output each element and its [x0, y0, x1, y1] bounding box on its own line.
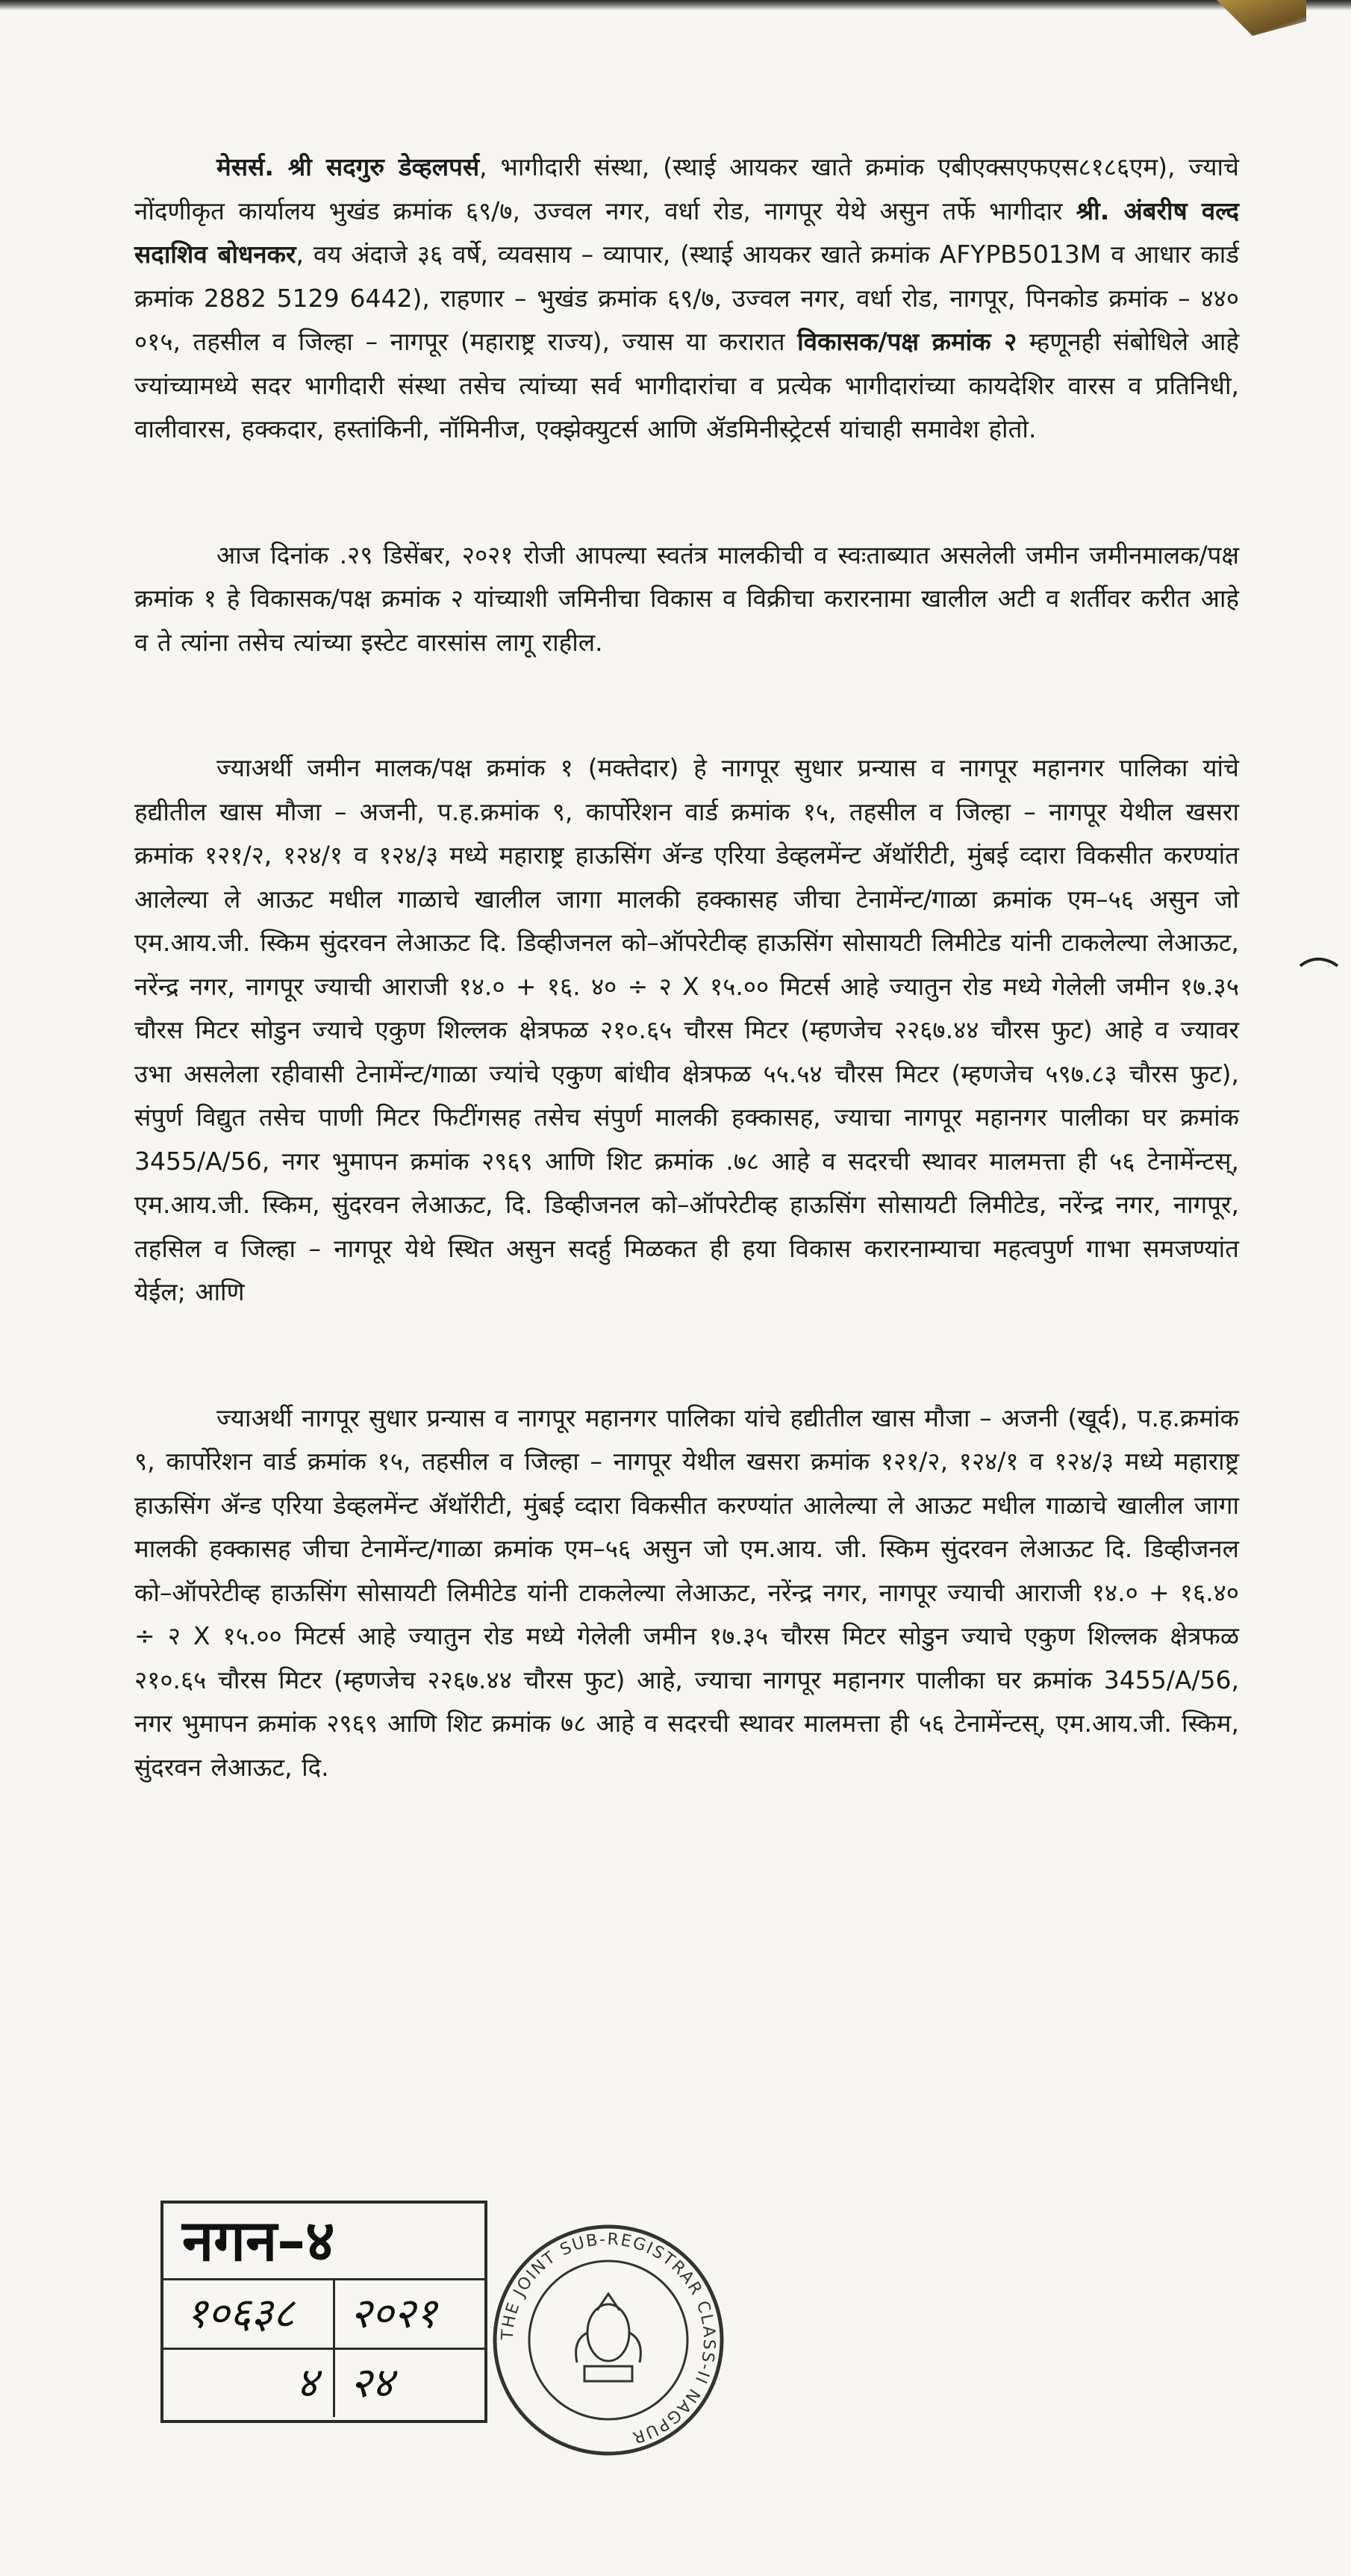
bold-text: विकासक/पक्ष क्रमांक २ — [797, 327, 1017, 356]
text-run: ज्याअर्थी जमीन मालक/पक्ष क्रमांक १ (मक्तेदार) हे नागपूर सुधार प्रन्यास व नागपूर महानगर पालिका यांचे हद्यीतील खास मौजा – अजनी, प.ह.क्रमांक ९, कार्पोरेशन वार्ड क्रमांक १५, तहसील व जिल्हा – नागपूर येथील खसरा क्रमांक १२१/२, १२४/१ व १२४/३ मध्ये महाराष्ट्र हाऊसिंग ॲन्ड एरिया डेव्हलमेंन्ट ॲथॉरीटी, मुंबई व्दारा विकसीत करण्यांत आलेल्या ले आऊट मधील गाळाचे खालील जागा मालकी हक्कासह जीचा टेनामेंन्ट/गाळा क्रमांक एम–५६ असुन जो एम.आय.जी. स्किम सुंदरवन लेआऊट दि. डिव्हीजनल को–ऑपरेटीव्ह हाऊसिंग सोसायटी लिमीटेड यांनी टाकलेल्या लेआऊट, नरेंन्द्र नगर, नागपूर ज्याची आराजी १४.० + १६. ४० ÷ २ X १५.०० मिटर्स आहे ज्यातुन रोड मध्ये गेलेली जमीन १७.३५ चौरस मिटर सोडुन ज्याचे एकुण शिल्लक क्षेत्रफळ २१०.६५ चौरस मिटर (म्हणजेच २२६७.४४ चौरस फुट) आहे व ज्यावर उभा असलेला रहीवासी टेनामेंन्ट/गाळा ज्यांचे एकुण बांधीव क्षेत्रफळ ५५.५४ चौरस मिटर (म्हणजेच ५९७.८३ चौरस फुट), संपुर्ण विद्युत तसेच पाणी मिटर फिटींगसह तसेच संपुर्ण मालकी हक्कासह, ज्याचा नागपूर महानगर पालीका घर क्रमांक 3455/A/56, नगर भुमापन क्रमांक २९६९ आणि शिट क्रमांक .७८ आहे व सदरची स्थावर मालमत्ता ही ५६ टेनामेंन्टस्, एम.आय.जी. स्किम, सुंदरवन लेआऊट, दि. डिव्हीजनल को–ऑपरेटीव्ह हाऊसिंग सोसायटी लिमीटेड, नरेंन्द्र नगर, नागपूर, तहसिल व जिल्हा – नागपूर येथे स्थित असुन सदर्हु मिळकत ही हया विकास करारनाम्याचा महत्वपुर्ण गाभा समजण्यांत येईल; आणि — [134, 753, 1239, 1306]
stamp-row — [163, 2350, 484, 2417]
stamp-row — [163, 2280, 484, 2350]
scan-speck-icon — [1297, 955, 1342, 970]
paragraph — [134, 534, 1239, 665]
text-run: , वय अंदाजे ३६ वर्षे, व्यवसाय – व्यापार, (स्थाई आयकर खाते क्रमांक AFYPB5013M व आधार कार्ड क्रमांक 2882 5129 6442), राहणार – भुखंड क्रमांक ६९/७, उज्वल नगर, वर्धा रोड, नागपूर, पिनकोड क्रमांक – ४४० ०१५, तहसील व जिल्हा – नागपूर (महाराष्ट्र राज्य), ज्यास या करारात — [134, 240, 1239, 356]
scan-edge — [0, 0, 1351, 10]
stamp-total-pages: २४ — [350, 2359, 394, 2407]
document-body — [134, 146, 1239, 1871]
paragraph — [134, 146, 1239, 452]
sub-registrar-seal-icon — [489, 2221, 728, 2460]
stamp-year: २०२१ — [350, 2289, 437, 2338]
seal-text: THE JOINT SUB-REGISTRAR CLASS-II NAGPUR — [498, 2230, 719, 2448]
stamp-office-code: नगन–४ — [163, 2204, 484, 2280]
stamp-page-number: ४ — [163, 2350, 335, 2417]
text-run: म्हणूनही संबोधिले आहे ज्यांच्यामध्ये सदर भागीदारी संस्था तसेच त्यांच्या सर्व भागीदारांचा व प्रत्येक भागीदारांच्या कायदेशिर वारस व प्रतिनिधी, वालीवारस, हक्कदार, हस्तांकिनी, नॉमिनीज, एक्झेक्युटर्स आणि ॲडमिनीस्ट्रेटर्स यांचाही समावेश होतो. — [134, 327, 1239, 443]
registration-stamp — [160, 2201, 487, 2423]
paragraph — [134, 1397, 1239, 1790]
text-run: , भागीदारी संस्था, (स्थाई आयकर खाते क्रमांक एबीएक्सएफएस८१८६एम), ज्याचे नोंदणीकृत कार्यालय भुखंड क्रमांक ६९/७, उज्वल नगर, वर्धा रोड, नागपूर येथे असुन तर्फे भागीदार — [134, 152, 1240, 225]
stamp-document-number: १०६३८ — [163, 2280, 335, 2348]
bold-text: श्री. अंबरीष वल्द सदाशिव बोधनकर — [134, 196, 1239, 269]
torn-corner — [1217, 0, 1306, 36]
paragraph — [134, 746, 1239, 1314]
svg-text:THE JOINT SUB-REGISTRAR CLASS- — [499, 2230, 718, 2447]
text-run: ज्याअर्थी नागपूर सुधार प्रन्यास व नागपूर महानगर पालिका यांचे हद्यीतील खास मौजा – अजनी (खूर्द), प.ह.क्रमांक ९, कार्पोरेशन वार्ड क्रमांक १५, तहसील व जिल्हा – नागपूर येथील खसरा क्रमांक १२१/२, १२४/१ व १२४/३ मध्ये महाराष्ट्र हाऊसिंग ॲन्ड एरिया डेव्हलमेंन्ट ॲथॉरीटी, मुंबई व्दारा विकसीत करण्यांत आलेल्या ले आऊट मधील गाळाचे खालील जागा मालकी हक्कासह जीचा टेनामेंन्ट/गाळा क्रमांक एम–५६ असुन जो एम.आय. जी. स्किम सुंदरवन लेआऊट दि. डिव्हीजनल को–ऑपरेटीव्ह हाऊसिंग सोसायटी लिमीटेड यांनी टाकलेल्या लेआऊट, नरेंन्द्र नगर, नागपूर ज्याची आराजी १४.० + १६.४० ÷ २ X १५.०० मिटर्स आहे ज्यातुन रोड मध्ये गेलेली जमीन १७.३५ चौरस मिटर सोडुन ज्याचे एकुण शिल्लक क्षेत्रफळ २१०.६५ चौरस मिटर (म्हणजेच २२६७.४४ चौरस फुट) आहे, ज्याचा नागपूर महानगर पालीका घर क्रमांक 3455/A/56, नगर भुमापन क्रमांक २९६९ आणि शिट क्रमांक ७८ आहे व सदरची स्थावर मालमत्ता ही ५६ टेनामेंन्टस्, एम.आय.जी. स्किम, सुंदरवन लेआऊट, दि. — [134, 1403, 1239, 1782]
text-run: आज दिनांक .२९ डिसेंबर, २०२१ रोजी आपल्या स्वतंत्र मालकीची व स्वःताब्यात असलेली जमीन जमीनमालक/पक्ष क्रमांक १ हे विकासक/पक्ष क्रमांक २ यांच्याशी जमिनीचा विकास व विक्रीचा करारनामा खालील अटी व शर्तीवर करीत आहे व ते त्यांना तसेच त्यांच्या इस्टेट वारसांस लागू राहील. — [134, 540, 1239, 657]
bold-text: मेसर्स. श्री सदगुरु डेव्हलपर्स — [216, 152, 480, 181]
